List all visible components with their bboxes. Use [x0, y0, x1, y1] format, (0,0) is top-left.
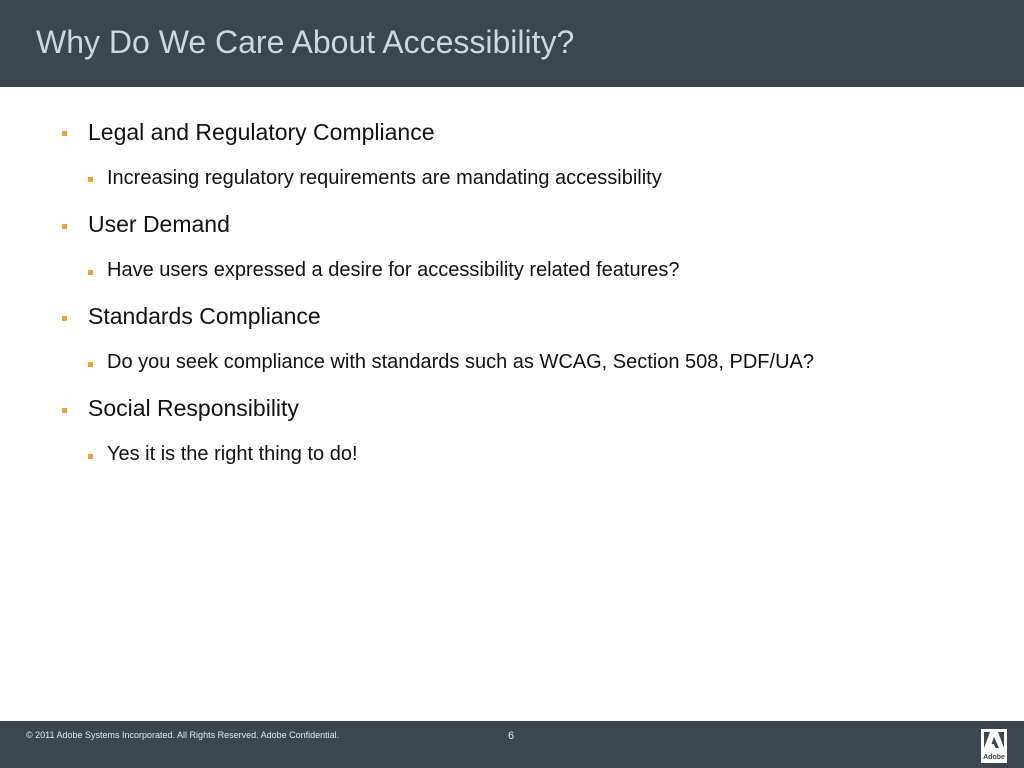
- bullet-icon: [62, 131, 67, 136]
- bullet-heading: Social Responsibility: [88, 395, 299, 421]
- adobe-logo-icon: [981, 729, 1007, 763]
- bullet-icon: [62, 316, 67, 321]
- sub-bullet-icon: [88, 454, 93, 459]
- page-number: 6: [508, 730, 515, 742]
- bullet-detail: Increasing regulatory requirements are mandating accessibility: [107, 167, 662, 189]
- copyright-text: © 2011 Adobe Systems Incorporated. All Rights Reserved. Adobe Confidential.: [26, 730, 340, 740]
- bullet-detail: Yes it is the right thing to do!: [107, 443, 358, 465]
- bullet-heading: Legal and Regulatory Compliance: [88, 119, 435, 145]
- sub-bullet-icon: [88, 270, 93, 275]
- slide-footer: [0, 721, 1024, 768]
- bullet-detail: Have users expressed a desire for accessibility related features?: [107, 259, 680, 281]
- slide-header: [0, 0, 1024, 87]
- sub-bullet-icon: [88, 362, 93, 367]
- sub-bullet-icon: [88, 177, 93, 182]
- bullet-heading: User Demand: [88, 211, 230, 237]
- bullet-detail: Do you seek compliance with standards such as WCAG, Section 508, PDF/UA?: [107, 351, 814, 373]
- adobe-logo-text: Adobe: [983, 754, 1005, 761]
- bullet-icon: [62, 408, 67, 413]
- bullet-heading: Standards Compliance: [88, 303, 321, 329]
- bullet-icon: [62, 224, 67, 229]
- slide-title: Why Do We Care About Accessibility?: [36, 24, 575, 60]
